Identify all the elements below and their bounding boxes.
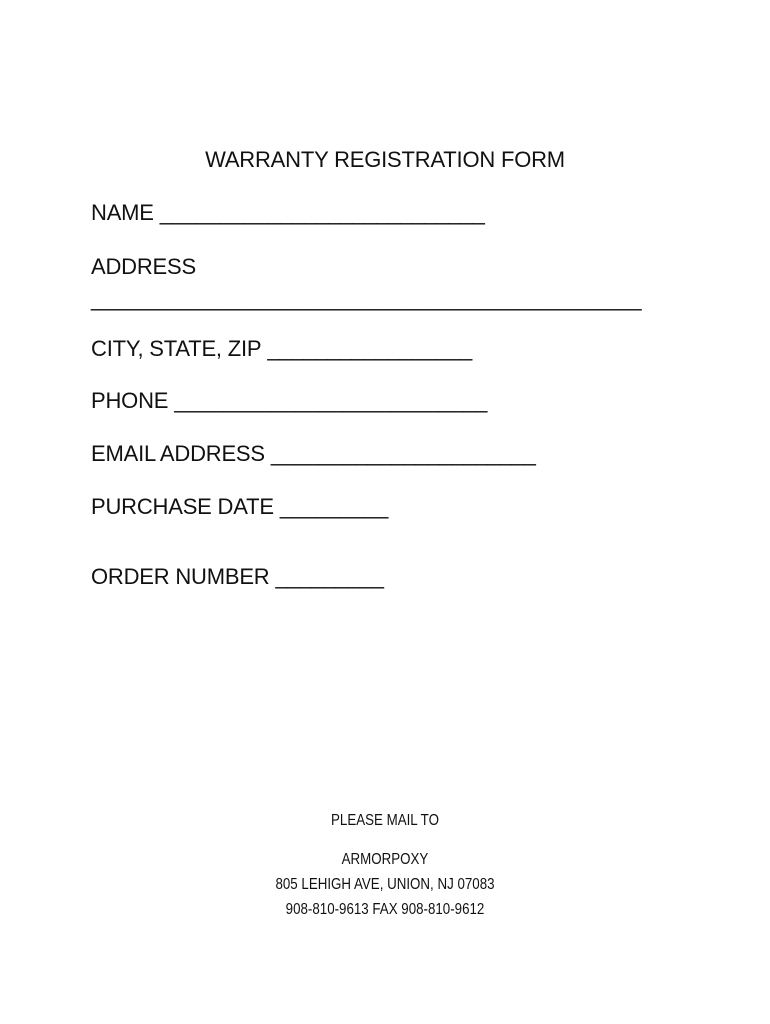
city-state-zip-blank-line[interactable]: _________________ xyxy=(267,336,472,361)
purchase-date-field[interactable] xyxy=(91,494,388,520)
phone-blank-line[interactable]: __________________________ xyxy=(174,388,488,413)
email-blank-line[interactable]: ______________________ xyxy=(270,441,536,466)
city-state-zip-label: CITY, STATE, ZIP xyxy=(91,336,262,361)
email-field[interactable] xyxy=(91,441,536,467)
company-address: 805 LEHIGH AVE, UNION, NJ 07083 xyxy=(275,876,495,893)
form-title: WARRANTY REGISTRATION FORM xyxy=(205,147,565,172)
city-state-zip-field[interactable] xyxy=(91,336,472,362)
address-label: ADDRESS xyxy=(91,254,196,279)
email-label: EMAIL ADDRESS xyxy=(91,441,265,466)
phone-label: PHONE xyxy=(91,388,169,413)
mail-instruction: PLEASE MAIL TO xyxy=(331,812,439,829)
order-number-label: ORDER NUMBER xyxy=(91,564,270,589)
name-label: NAME xyxy=(91,200,154,225)
name-blank-line[interactable]: ___________________________ xyxy=(159,200,485,225)
address-label-row xyxy=(91,254,196,280)
purchase-date-label: PURCHASE DATE xyxy=(91,494,274,519)
name-field[interactable] xyxy=(91,200,485,226)
company-phone-fax: 908-810-9613 FAX 908-810-9612 xyxy=(285,901,485,918)
phone-field[interactable] xyxy=(91,388,487,414)
company-name: ARMORPOXY xyxy=(341,851,429,868)
purchase-date-blank-line[interactable]: _________ xyxy=(279,494,389,519)
address-blank-line[interactable]: _____________________________________________ xyxy=(91,286,642,311)
order-number-field[interactable] xyxy=(91,564,384,590)
order-number-blank-line[interactable]: _________ xyxy=(275,564,384,589)
